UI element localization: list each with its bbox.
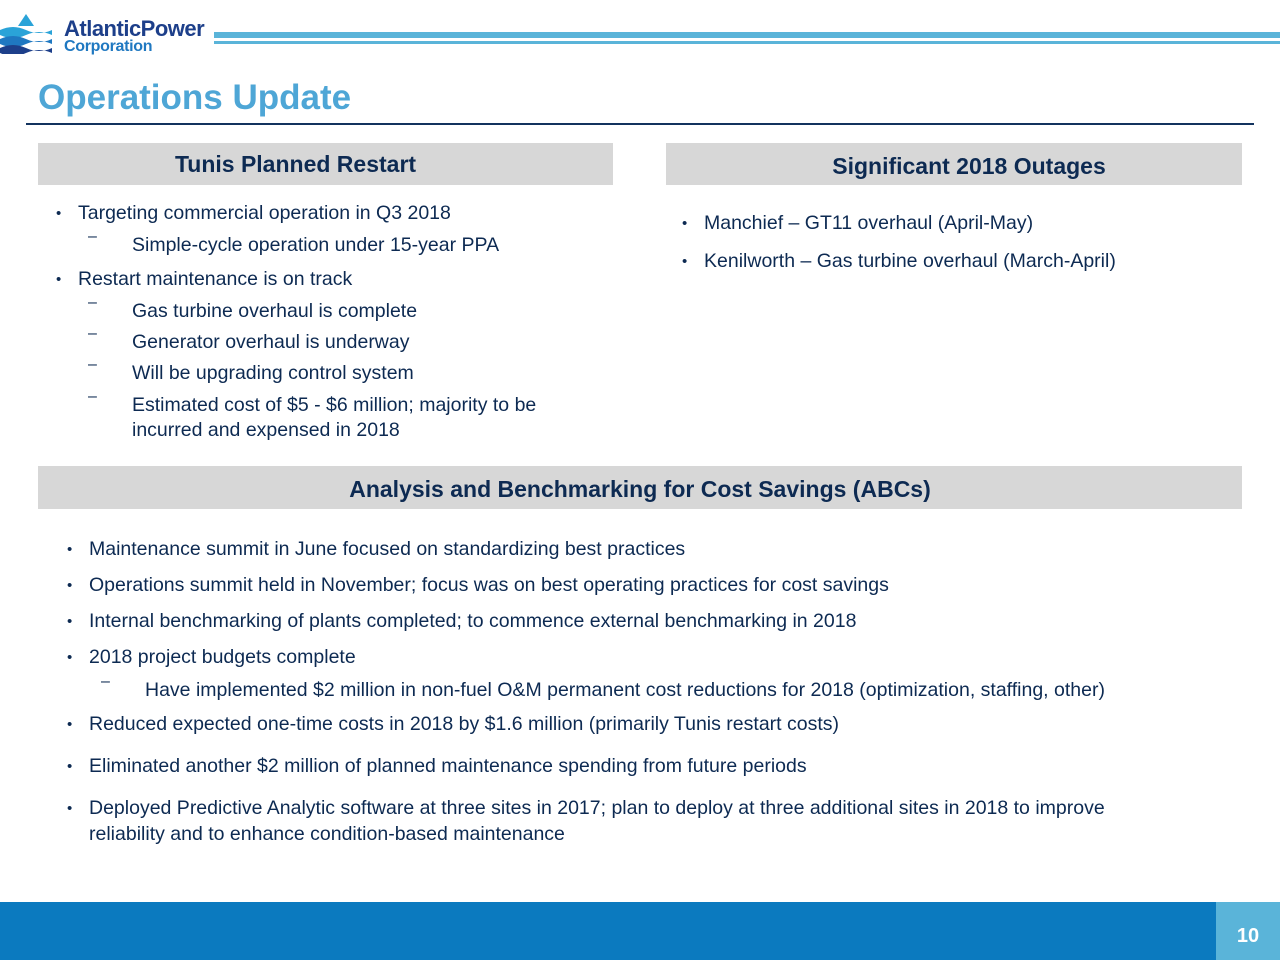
list-item: • Restart maintenance is on track — [78, 268, 352, 291]
waves-logo-icon — [0, 14, 52, 54]
list-item: – Have implemented $2 million in non-fuel O&M permanent cost reductions for 2018 (optimization, staffing, other) — [145, 679, 1105, 702]
page-number: 10 — [1216, 902, 1280, 960]
list-item: • Manchief – GT11 overhaul (April-May) — [704, 212, 1033, 235]
list-item: • Reduced expected one-time costs in 2018 by $1.6 million (primarily Tunis restart costs) — [89, 713, 839, 736]
list-item: • Deployed Predictive Analytic software at three sites in 2017; plan to deploy at three additional sites in 2018 to improve — [89, 797, 1105, 820]
list-item: – Gas turbine overhaul is complete — [132, 300, 417, 323]
logo-subname: Corporation — [64, 38, 153, 55]
tunis-heading: Tunis Planned Restart — [174, 151, 417, 177]
title-divider — [26, 123, 1254, 125]
list-item: – Generator overhaul is underway — [132, 331, 410, 354]
abc-heading: Analysis and Benchmarking for Cost Savings (ABCs) — [349, 476, 931, 502]
header-rule-thin — [214, 41, 1280, 44]
list-item: • Internal benchmarking of plants completed; to commence external benchmarking in 2018 — [89, 610, 856, 633]
list-item: – Estimated cost of $5 - $6 million; majority to be — [132, 394, 536, 417]
page-title: Operations Update — [38, 78, 352, 117]
list-item-continuation: incurred and expensed in 2018 — [132, 419, 400, 441]
list-item-continuation: reliability and to enhance condition-based maintenance — [89, 823, 565, 845]
logo-name: AtlanticPower — [64, 16, 205, 41]
header-rule-thick — [214, 32, 1280, 38]
list-item: • 2018 project budgets complete — [89, 646, 356, 669]
list-item: – Will be upgrading control system — [132, 362, 414, 385]
list-item: • Kenilworth – Gas turbine overhaul (March-April) — [704, 250, 1116, 273]
outages-section-header — [666, 143, 1242, 185]
list-item: • Targeting commercial operation in Q3 2018 — [78, 202, 451, 225]
abc-section-header — [38, 466, 1242, 509]
footer-bar — [0, 902, 1216, 960]
list-item: • Eliminated another $2 million of planned maintenance spending from future periods — [89, 755, 807, 778]
list-item: • Maintenance summit in June focused on standardizing best practices — [89, 538, 685, 561]
tunis-section-header — [38, 143, 613, 185]
outages-heading: Significant 2018 Outages — [832, 153, 1106, 179]
list-item: – Simple-cycle operation under 15-year PPA — [132, 234, 499, 257]
list-item: • Operations summit held in November; focus was on best operating practices for cost savings — [89, 574, 889, 597]
company-logo — [0, 14, 215, 56]
